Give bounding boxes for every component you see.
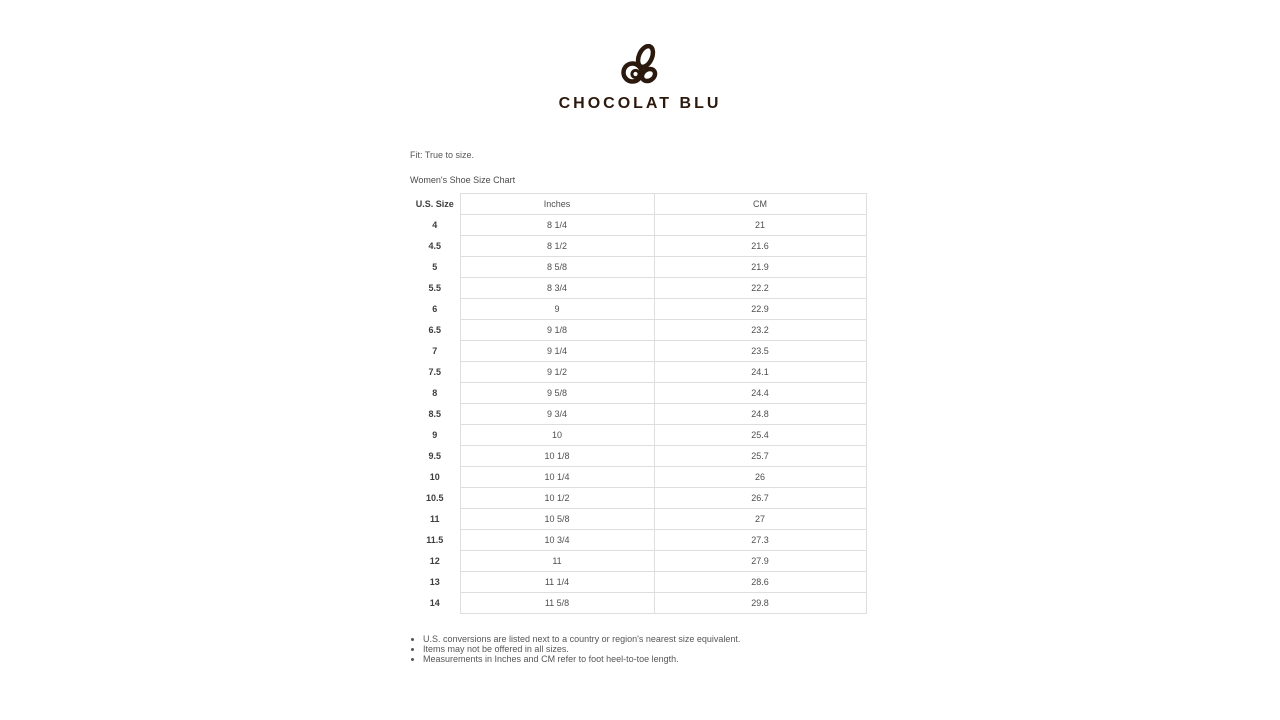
- table-row: [410, 236, 866, 257]
- table-row: [410, 299, 866, 320]
- cm-cell: 27: [654, 509, 866, 530]
- cm-cell: 21.9: [654, 257, 866, 278]
- inches-cell: 9: [460, 299, 654, 320]
- column-header-inches: Inches: [460, 194, 654, 215]
- cm-cell: 26: [654, 467, 866, 488]
- table-row: [410, 551, 866, 572]
- footnote-item: • U.S. conversions are listed next to a country or region's nearest size equivalent.: [423, 634, 866, 644]
- table-row: [410, 278, 866, 299]
- size-chart-table: [410, 193, 867, 614]
- table-row: [410, 446, 866, 467]
- us-size-cell: 5.5: [428, 283, 441, 293]
- inches-cell: 9 3/4: [460, 404, 654, 425]
- table-row: [410, 404, 866, 425]
- table-row: [410, 320, 866, 341]
- cm-cell: 26.7: [654, 488, 866, 509]
- us-size-cell: 10: [429, 472, 440, 482]
- us-size-cell: 9: [432, 430, 438, 440]
- column-header-cm: CM: [654, 194, 866, 215]
- table-row: [410, 530, 866, 551]
- cm-cell: 22.2: [654, 278, 866, 299]
- cm-cell: 27.3: [654, 530, 866, 551]
- inches-cell: 10 5/8: [460, 509, 654, 530]
- us-size-cell: 11.5: [426, 535, 444, 545]
- brand-wordmark: CHOCOLAT BLU: [558, 95, 722, 112]
- chart-title: Women's Shoe Size Chart: [410, 175, 516, 185]
- inches-cell: 10 1/4: [460, 467, 654, 488]
- inches-cell: 9 1/2: [460, 362, 654, 383]
- table-row: [410, 215, 866, 236]
- size-chart-content: [410, 150, 866, 664]
- us-size-cell: 6.5: [428, 325, 441, 335]
- table-row: [410, 593, 866, 614]
- us-size-cell: 4.5: [428, 241, 441, 251]
- table-row: [410, 572, 866, 593]
- inches-cell: 8 1/2: [460, 236, 654, 257]
- cm-cell: 21.6: [654, 236, 866, 257]
- us-size-cell: 6: [432, 304, 438, 314]
- us-size-cell: 5: [432, 262, 438, 272]
- inches-cell: 9 1/8: [460, 320, 654, 341]
- inches-cell: 11 5/8: [460, 593, 654, 614]
- inches-cell: 11 1/4: [460, 572, 654, 593]
- table-row: [410, 509, 866, 530]
- cm-cell: 21: [654, 215, 866, 236]
- inches-cell: 10 1/2: [460, 488, 654, 509]
- inches-cell: 8 1/4: [460, 215, 654, 236]
- column-header-us-size: U.S. Size: [415, 199, 454, 209]
- cm-cell: 23.2: [654, 320, 866, 341]
- us-size-cell: 14: [429, 598, 440, 608]
- inches-cell: 9 1/4: [460, 341, 654, 362]
- table-row: [410, 425, 866, 446]
- table-row: [410, 488, 866, 509]
- us-size-cell: 7: [432, 346, 438, 356]
- cm-cell: 23.5: [654, 341, 866, 362]
- brand-monogram-icon: [621, 44, 659, 86]
- us-size-cell: 12: [429, 556, 440, 566]
- inches-cell: 8 5/8: [460, 257, 654, 278]
- footnotes-list: [410, 634, 866, 664]
- table-row: [410, 362, 866, 383]
- table-row: [410, 383, 866, 404]
- cm-cell: 29.8: [654, 593, 866, 614]
- us-size-cell: 10.5: [425, 493, 444, 503]
- us-size-cell: 8.5: [428, 409, 441, 419]
- inches-cell: 11: [460, 551, 654, 572]
- cm-cell: 24.4: [654, 383, 866, 404]
- table-row: [410, 467, 866, 488]
- inches-cell: 9 5/8: [460, 383, 654, 404]
- cm-cell: 22.9: [654, 299, 866, 320]
- inches-cell: 10: [460, 425, 654, 446]
- cm-cell: 25.4: [654, 425, 866, 446]
- inches-cell: 10 3/4: [460, 530, 654, 551]
- us-size-cell: 9.5: [428, 451, 441, 461]
- footnote-item: • Measurements in Inches and CM refer to foot heel-to-toe length.: [423, 654, 866, 664]
- cm-cell: 24.8: [654, 404, 866, 425]
- table-row: [410, 341, 866, 362]
- fit-note: Fit: True to size.: [410, 150, 475, 160]
- cm-cell: 27.9: [654, 551, 866, 572]
- cm-cell: 24.1: [654, 362, 866, 383]
- us-size-cell: 8: [432, 388, 438, 398]
- inches-cell: 10 1/8: [460, 446, 654, 467]
- brand-logo: [0, 44, 1280, 113]
- us-size-cell: 4: [432, 220, 438, 230]
- cm-cell: 25.7: [654, 446, 866, 467]
- cm-cell: 28.6: [654, 572, 866, 593]
- inches-cell: 8 3/4: [460, 278, 654, 299]
- us-size-cell: 13: [429, 577, 440, 587]
- us-size-cell: 7.5: [428, 367, 441, 377]
- table-header-row: [410, 194, 866, 215]
- table-row: [410, 257, 866, 278]
- footnote-item: • Items may not be offered in all sizes.: [423, 644, 866, 654]
- us-size-cell: 11: [429, 514, 440, 524]
